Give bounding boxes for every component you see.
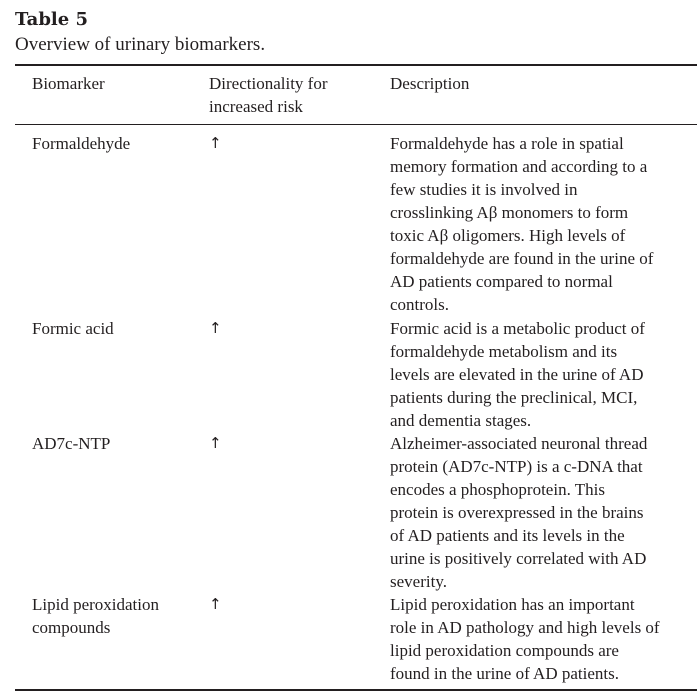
- description-line: Formic acid is a metabolic product of: [390, 319, 645, 338]
- description-line: severity.: [390, 572, 447, 591]
- header-directionality: [209, 72, 369, 118]
- cell-description: [390, 432, 695, 593]
- table-bottom-rule: [15, 689, 697, 691]
- description-line: protein (AD7c-NTP) is a c-DNA that: [390, 457, 643, 476]
- cell-description: [390, 317, 695, 432]
- description-line: few studies it is involved in: [390, 180, 578, 199]
- cell-biomarker: [32, 317, 202, 340]
- up-arrow-icon: ↑: [209, 434, 222, 452]
- table-page: [15, 8, 697, 683]
- description-line: and dementia stages.: [390, 411, 532, 430]
- description-line: patients during the preclinical, MCI,: [390, 388, 638, 407]
- description-line: encodes a phosphoprotein. This: [390, 480, 605, 499]
- description-line: memory formation and according to a: [390, 157, 648, 176]
- description-line: toxic Aβ oligomers. High levels of: [390, 226, 626, 245]
- description-line: levels are elevated in the urine of AD: [390, 365, 644, 384]
- biomarker-name: Formaldehyde: [32, 134, 131, 153]
- cell-description: [390, 132, 695, 316]
- cell-biomarker: [32, 132, 202, 155]
- description-line: found in the urine of AD patients.: [390, 664, 619, 683]
- header-directionality-line: Directionality for: [209, 74, 328, 93]
- header-biomarker: Biomarker: [32, 74, 105, 93]
- description-line: Alzheimer-associated neuronal thread: [390, 434, 648, 453]
- description-line: role in AD pathology and high levels of: [390, 618, 660, 637]
- biomarker-name: AD7c-NTP: [32, 434, 111, 453]
- table-label: Table 5: [15, 9, 89, 30]
- up-arrow-icon: ↑: [209, 134, 222, 152]
- cell-description: [390, 593, 695, 685]
- description-line: Formaldehyde has a role in spatial: [390, 134, 624, 153]
- description-line: lipid peroxidation compounds are: [390, 641, 619, 660]
- table-caption: Overview of urinary biomarkers.: [15, 34, 266, 55]
- description-line: Lipid peroxidation has an important: [390, 595, 635, 614]
- biomarker-name: Lipid peroxidation: [32, 595, 160, 614]
- up-arrow-icon: ↑: [209, 595, 222, 613]
- header-directionality-line: increased risk: [209, 97, 303, 116]
- biomarker-name: compounds: [32, 618, 111, 637]
- description-line: controls.: [390, 295, 450, 314]
- table-header-rule: [15, 124, 697, 125]
- description-line: AD patients compared to normal: [390, 272, 613, 291]
- table-top-rule: [15, 64, 697, 66]
- header-description: Description: [390, 74, 470, 93]
- cell-biomarker: [32, 432, 202, 455]
- description-line: of AD patients and its levels in the: [390, 526, 625, 545]
- description-line: crosslinking Aβ monomers to form: [390, 203, 629, 222]
- description-line: urine is positively correlated with AD: [390, 549, 647, 568]
- up-arrow-icon: ↑: [209, 319, 222, 337]
- description-line: protein is overexpressed in the brains: [390, 503, 644, 522]
- biomarker-name: Formic acid: [32, 319, 114, 338]
- description-line: formaldehyde metabolism and its: [390, 342, 618, 361]
- cell-biomarker: [32, 593, 202, 639]
- description-line: formaldehyde are found in the urine of: [390, 249, 654, 268]
